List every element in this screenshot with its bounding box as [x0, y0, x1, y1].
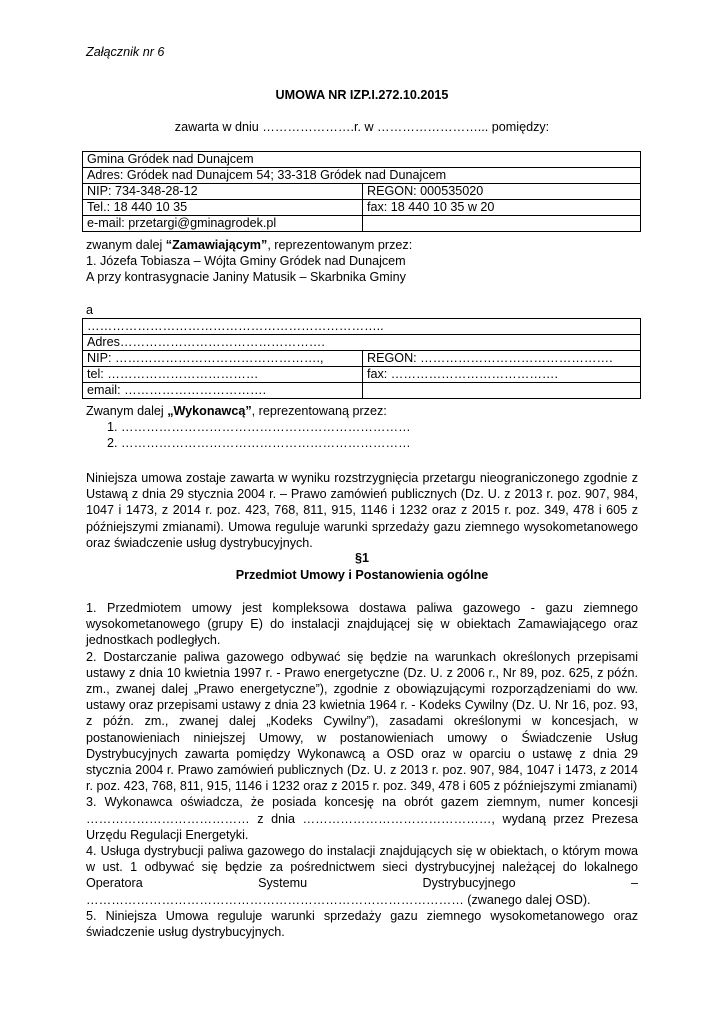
section-number: §1: [354, 551, 369, 565]
called-prefix: zwanym dalej: [86, 238, 166, 252]
table-row: [83, 367, 641, 383]
table-row: [83, 319, 641, 335]
representative-1: 1. Józefa Tobiasza – Wójta Gminy Gródek nad Dunajcem: [86, 254, 406, 268]
list-item: 1. Przedmiotem umowy jest kompleksowa dostawa paliwa gazowego - gazu ziemnego wysokometanowego (grupy E) do instalacji znajdującej się w obiektach Zamawiającego oraz jednostkach podległych.: [86, 601, 638, 648]
party2-fax: fax: ………………………………….: [363, 367, 641, 383]
contractor-name: „Wykonawcą”: [167, 404, 252, 418]
party1-regon: REGON: 000535020: [363, 184, 641, 200]
and-connector: a: [86, 303, 94, 317]
table-row: [83, 200, 641, 216]
section-points: [86, 600, 638, 940]
party1-tel: Tel.: 18 440 10 35: [83, 200, 363, 216]
party1-address: Adres: Gródek nad Dunajcem 54; 33-318 Gródek nad Dunajcem: [83, 168, 641, 184]
section-title: Przedmiot Umowy i Postanowienia ogólne: [235, 568, 489, 582]
party1-email: e-mail: przetargi@gminagrodek.pl: [83, 216, 363, 232]
table-row: [83, 351, 641, 367]
party1-email-right: [363, 216, 641, 232]
contractor-line: [86, 403, 387, 419]
table-row: [83, 168, 641, 184]
party2-nip: NIP: ………………………………………….,: [83, 351, 363, 367]
intro-paragraph: [86, 470, 638, 551]
list-item: 5. Niniejsza Umowa reguluje warunki sprzedaży gazu ziemnego wysokometanowego oraz świadczenie usług dystrybucyjnych.: [86, 908, 638, 940]
party2-tel: tel: ………………………………: [83, 367, 363, 383]
party2-regon: REGON: ……………………………………….: [363, 351, 641, 367]
concluded-line: zawarta w dniu ………………….r. w ……………………... pomiędzy:: [174, 120, 550, 134]
contractor-rep-2: 2. ……………………………………………………………: [107, 436, 411, 450]
intro-text: Niniejsza umowa zostaje zawarta w wyniku rozstrzygnięcia przetargu nieograniczonego zgodnie z Ustawą z dnia 29 stycznia 2004 r. – Prawo zamówień publicznych (Dz. U. z 2013 r. poz. 907, 984, 1047 i 1473, z 2014 r. poz. 423, 768, 811, 915, 1146 i 1232 oraz z 2015 r. poz. 349, 478 i 605 z późniejszymi zmianami). Umowa reguluje warunki sprzedaży gazu ziemnego wysokometanowego oraz świadczenie usług dystrybucyjnych.: [86, 471, 638, 550]
party2-email: email: …………………………….: [83, 383, 363, 399]
party2-address: Adres………………………………………….: [83, 335, 641, 351]
party1-nip: NIP: 734-348-28-12: [83, 184, 363, 200]
party2-name: ……………………………………………………………..: [83, 319, 641, 335]
table-row: [83, 184, 641, 200]
called-suffix: , reprezentowanym przez:: [267, 238, 413, 252]
contractor-suffix: , reprezentowaną przez:: [251, 404, 387, 418]
party2-email-right: [363, 383, 641, 399]
ordering-party-line: [86, 237, 412, 253]
contractor-rep-1: 1. ……………………………………………………………: [107, 420, 411, 434]
contractor-prefix: Zwanym dalej: [86, 404, 168, 418]
ordering-party-name: “Zamawiającym”: [165, 238, 268, 252]
representative-2: A przy kontrasygnacie Janiny Matusik – Skarbnika Gminy: [86, 270, 406, 284]
table-row: [83, 152, 641, 168]
attachment-label: Załącznik nr 6: [86, 45, 165, 59]
party1-fax: fax: 18 440 10 35 w 20: [363, 200, 641, 216]
table-row: [83, 216, 641, 232]
list-item: 2. Dostarczanie paliwa gazowego odbywać się będzie na warunkach określonych przepisami ustawy z dnia 10 kwietnia 1997 r. - Prawo energetyczne (Dz. U. z 2006 r., Nr 89, poz. 625, z późn. zm., zwanej dalej „Prawo energetyczne”), zgodnie z obowiązującymi rozporządzeniami do ww. ustawy oraz przepisami ustawy z dnia 23 kwietnia 1964 r. - Kodeks Cywilny (Dz. U. Nr 16, poz. 93, z późn. zm., zwanej dalej „Kodeks Cywilny”), zasadami określonymi w koncesjach, w postanowieniach niniejszej Umowy, w postanowieniach umowy o Świadczenie Usług Dystrybucyjnych zawarta pomiędzy Wykonawcą a OSD oraz w oparciu o ustawę z dnia 29 stycznia 2004 r. Prawo zamówień publicznych (Dz. U. z 2013 r. poz. 907, 984, 1047 i 1473, z 2014 r. poz. 423, 768, 811, 915, 1146 i 1232 oraz z 2015 r. poz. 349, 478 i 605 z późniejszymi zmianami): [86, 649, 638, 794]
list-item: 3. Wykonawca oświadcza, że posiada koncesję na obrót gazem ziemnym, numer koncesji ………………………………… z dnia ………………………………………, wydaną przez Prezesa Urzędu Regulacji Energetyki.: [86, 795, 638, 842]
table-row: [83, 335, 641, 351]
party1-name: Gmina Gródek nad Dunajcem: [83, 152, 641, 168]
party2-table: [82, 318, 641, 399]
table-row: [83, 383, 641, 399]
party1-table: [82, 151, 641, 232]
list-item: 4. Usługa dystrybucji paliwa gazowego do instalacji znajdujących się w obiektach, o którym mowa w ust. 1 odbywać się będzie za pośrednictwem sieci dystrybucyjnej należącej do lokalnego Operatora Systemu Dystrybucyjnego – ……………………………………………………………………………… (zwanego dalej OSD).: [86, 844, 638, 907]
contract-title: UMOWA NR IZP.I.272.10.2015: [275, 88, 449, 102]
